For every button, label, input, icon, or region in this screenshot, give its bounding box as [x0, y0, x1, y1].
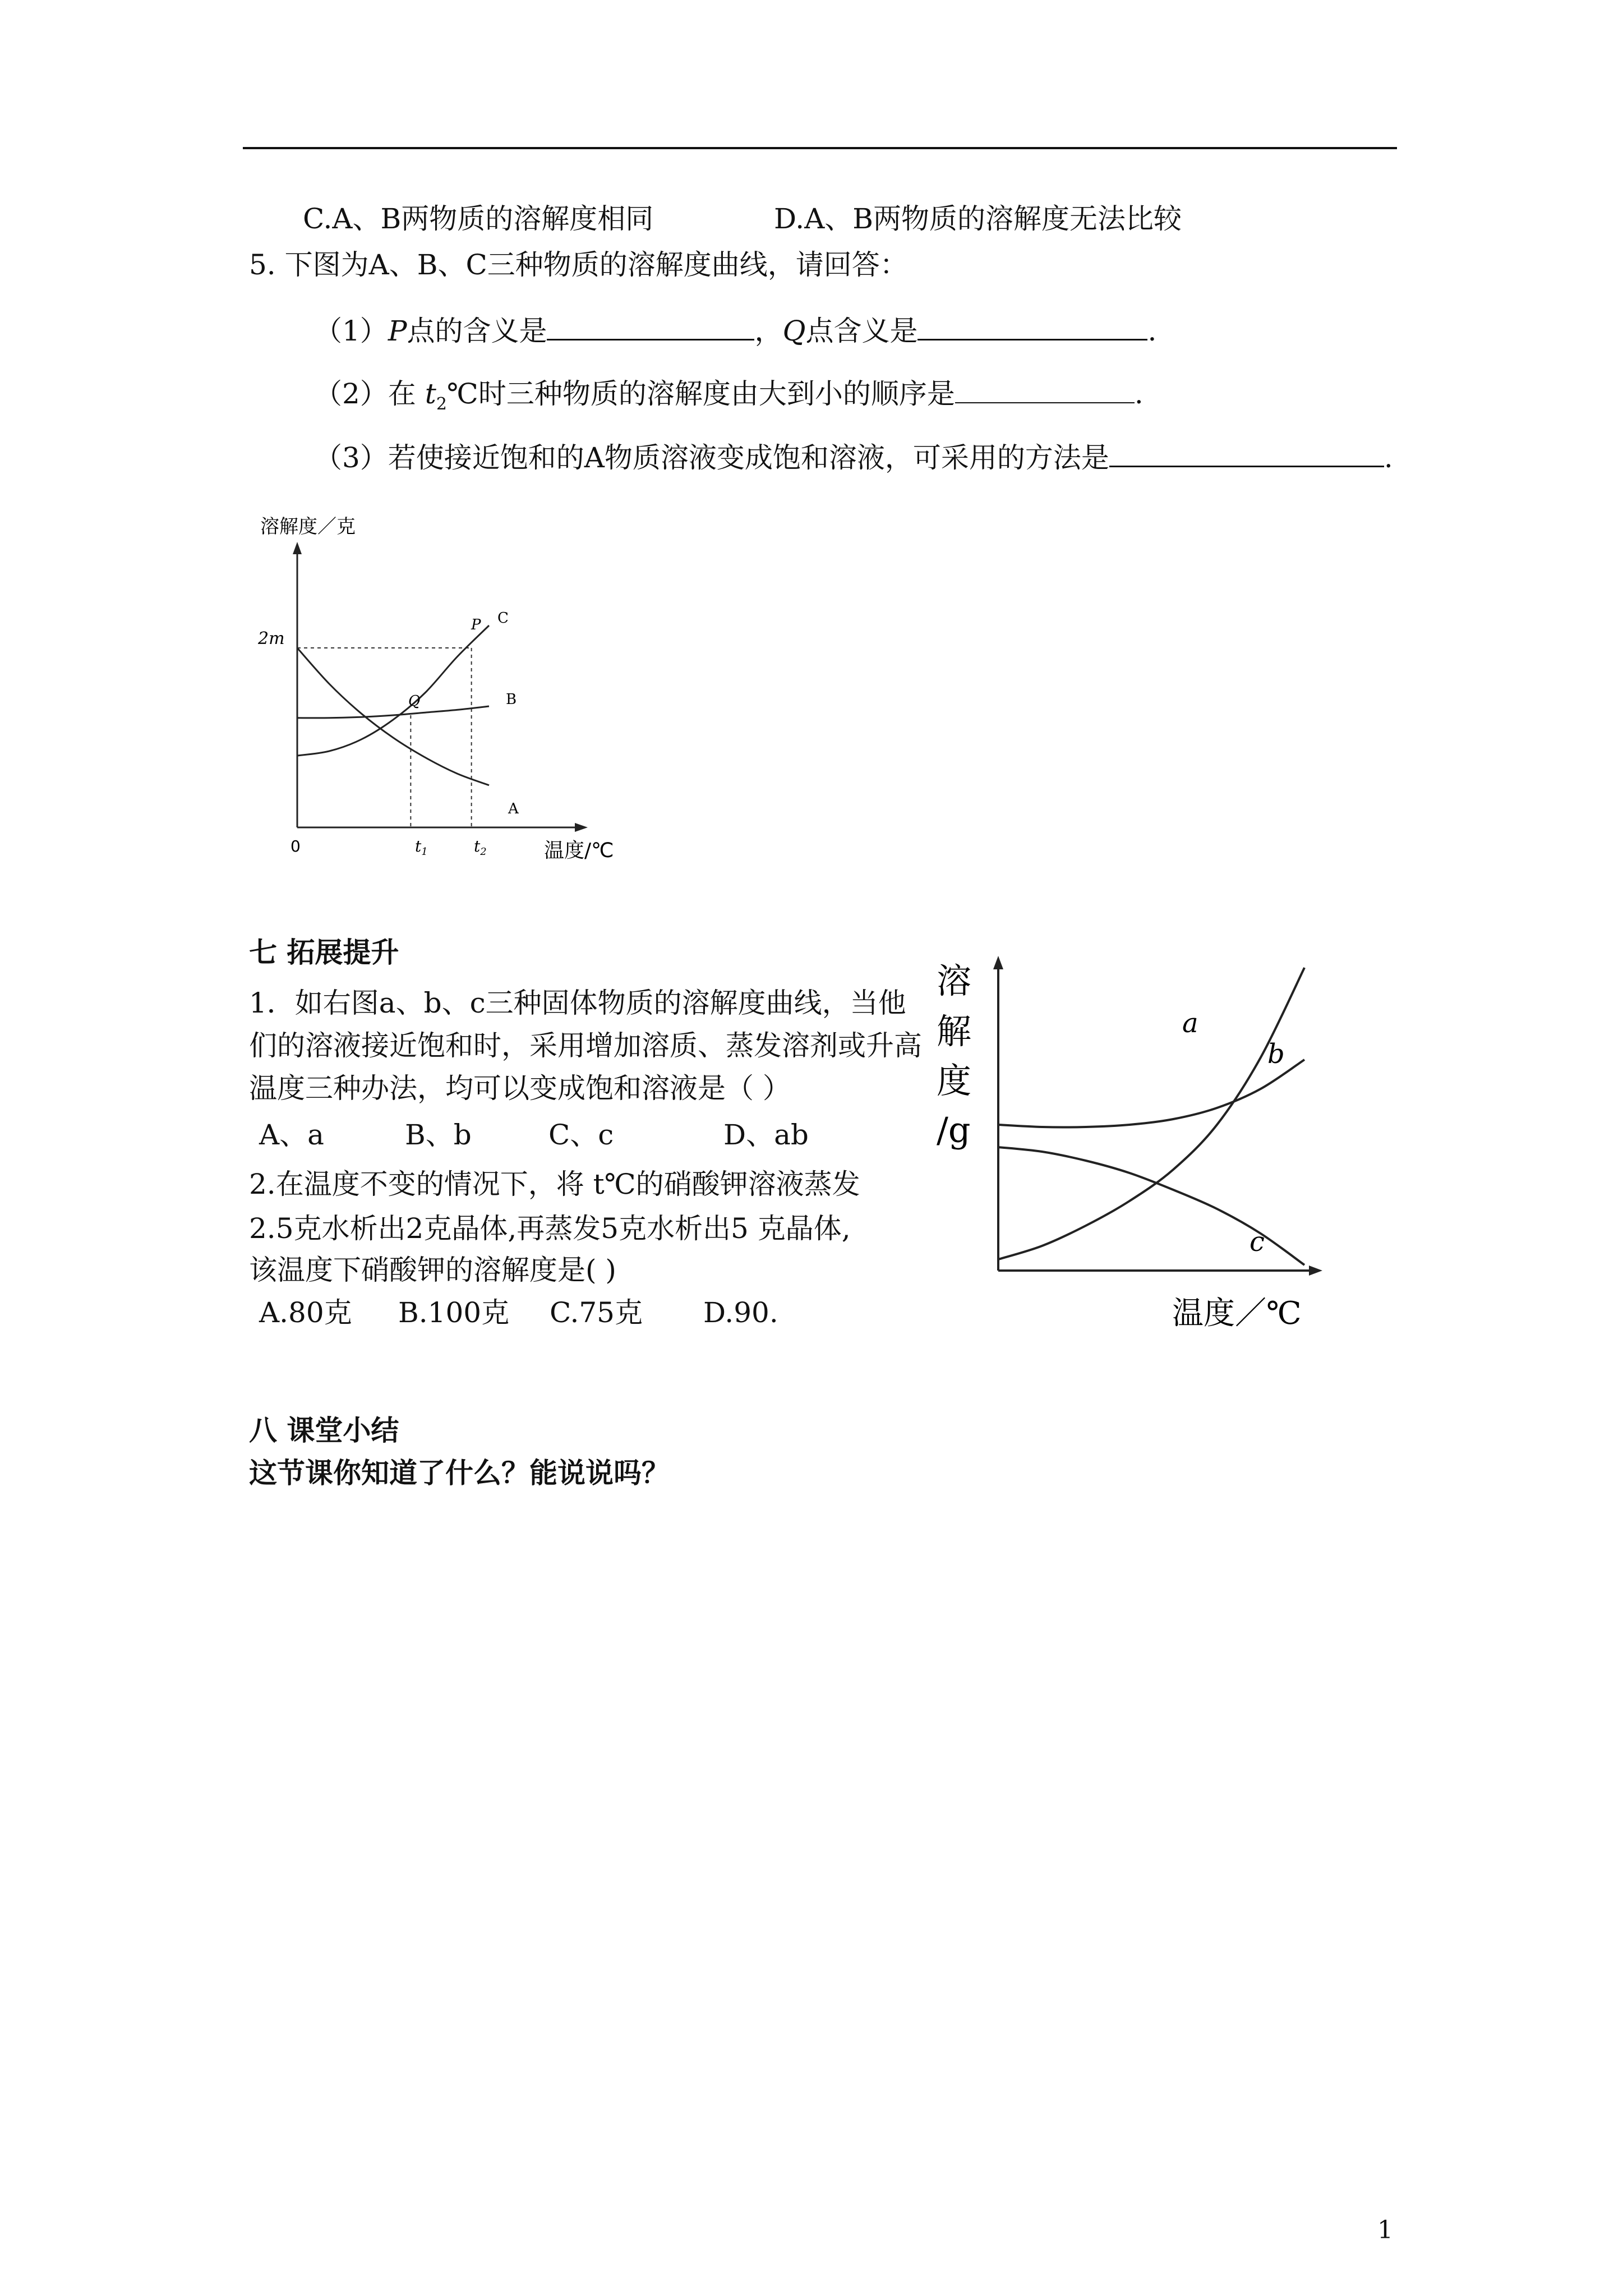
- chart2-curve-b: [998, 1060, 1304, 1128]
- sec7-q2-line2: 2.5克水析出2克晶体,再蒸发5克水析出5 克晶体,: [249, 1212, 851, 1245]
- sec7-q2-line3: 该温度下硝酸钾的溶解度是( ): [249, 1254, 616, 1286]
- sec7-q1-line2: 们的溶液接近饱和时，采用增加溶质、蒸发溶剂或升高: [249, 1029, 922, 1062]
- section-7-title: 七 拓展提升: [249, 936, 399, 969]
- sec7-q1-line3: 温度三种办法，均可以变成饱和溶液是（ ）: [249, 1072, 791, 1105]
- chart1-origin: 0: [291, 837, 301, 855]
- chart1-series-label-c: C: [497, 610, 509, 627]
- chart1-x-arrow: [575, 823, 588, 832]
- chart2-ylabel-char-3: 度: [937, 1060, 972, 1101]
- chart1-x-tick-t1: [415, 837, 428, 858]
- chart1-y-arrow: [293, 542, 302, 554]
- q5-sub2-rest: ℃时三种物质的溶解度由大到小的顺序是: [446, 378, 955, 410]
- q2-option-a[interactable]: A.80克: [259, 1296, 352, 1329]
- q5-sub3-end: .: [1384, 441, 1393, 474]
- chart1-xlabel: 温度/℃: [544, 839, 614, 862]
- q5-sub1-mid2: 点含义是: [805, 315, 918, 347]
- q5-sub1-mid1: 点的含义是: [407, 315, 547, 347]
- chart1-axes: [293, 542, 588, 832]
- chart1-point-q: Q: [408, 693, 421, 710]
- chart1-x-tick-t2-sub: 2: [480, 846, 487, 858]
- q2-option-b[interactable]: B.100克: [398, 1296, 510, 1329]
- chart1-curve-c: [297, 625, 489, 756]
- q2-option-d[interactable]: D.90.: [703, 1296, 778, 1329]
- q1-option-d[interactable]: D、ab: [723, 1119, 809, 1151]
- answer-blank-order[interactable]: [955, 378, 1135, 403]
- chart1-curve-a: [297, 648, 489, 785]
- chart1-series-label-b: B: [506, 691, 517, 708]
- q5-sub3-text: （3）若使接近饱和的A物质溶液变成饱和溶液，可采用的方法是: [314, 441, 1109, 474]
- solubility-chart-abc: [247, 505, 651, 875]
- chart2-y-arrow: [993, 956, 1003, 969]
- chart1-x-tick-t2-letter: t: [474, 837, 481, 855]
- q5-sub1-comma: ，: [754, 315, 783, 347]
- chart2-series-label-c: c: [1249, 1226, 1265, 1258]
- chart1-series: [297, 625, 489, 785]
- chart2-ylabel-char-2: 解: [937, 1011, 972, 1052]
- q5-sub1-prefix: （1）: [314, 315, 388, 347]
- answer-blank-p[interactable]: [547, 314, 754, 341]
- chart1-point-p: P: [471, 616, 481, 633]
- chart1-y-tick-2m: 2m: [258, 629, 285, 648]
- option-c: C.A、B两物质的溶解度相同: [303, 203, 654, 235]
- q5-sub1: [314, 314, 1156, 348]
- chart2-series-label-a: a: [1182, 1007, 1198, 1039]
- q1-option-c[interactable]: C、c: [548, 1119, 614, 1151]
- chart1-ylabel: 溶解度／克: [260, 516, 356, 538]
- sec7-q2-line1: 2.在温度不变的情况下，将 t℃的硝酸钾溶液蒸发: [249, 1168, 860, 1200]
- chart2-curve-a: [998, 968, 1304, 1259]
- option-d: D.A、B两物质的溶解度无法比较: [774, 203, 1182, 235]
- chart1-x-tick-t2: [474, 837, 487, 858]
- chart2-ylabel-char-1: 溶: [937, 960, 972, 1001]
- page-number: 1: [1377, 2216, 1393, 2244]
- chart2-x-arrow: [1309, 1266, 1322, 1276]
- chart2-axes: [993, 956, 1322, 1276]
- q5-stem: 5. 下图为A、B、C三种物质的溶解度曲线，请回答：: [249, 249, 908, 281]
- chart2-series-label-b: b: [1267, 1038, 1285, 1070]
- chart1-guides: [297, 648, 472, 827]
- q5-sub2-t: t: [425, 378, 436, 410]
- section-8-title: 八 课堂小结: [249, 1414, 399, 1447]
- q5-sub2: [314, 377, 1144, 421]
- q1-option-a[interactable]: A、a: [259, 1119, 324, 1151]
- q5-sub2-prefix: （2）在: [314, 378, 425, 410]
- q5-p-letter: P: [388, 315, 407, 347]
- sec7-q1-line1: 1．如右图a、b、c三种固体物质的溶解度曲线，当他: [249, 987, 906, 1019]
- q5-q-letter: Q: [782, 315, 806, 347]
- chart1-curve-b: [297, 706, 489, 718]
- q2-option-c[interactable]: C.75克: [550, 1296, 643, 1329]
- q1-option-b[interactable]: B、b: [405, 1119, 472, 1151]
- chart2-xlabel: 温度／℃: [1172, 1295, 1302, 1332]
- answer-blank-q[interactable]: [917, 314, 1147, 341]
- header-rule: [243, 147, 1397, 149]
- section-8-prompt: 这节课你知道了什么？能说说吗？: [249, 1456, 670, 1489]
- q5-sub1-end: .: [1147, 315, 1157, 347]
- chart1-x-tick-t1-sub: 1: [421, 846, 428, 858]
- chart1-series-label-a: A: [508, 800, 519, 817]
- q5-sub2-subscript: 2: [436, 394, 447, 414]
- answer-blank-method[interactable]: [1109, 441, 1384, 467]
- chart1-x-tick-t1-letter: t: [415, 837, 422, 855]
- solubility-chart-abc-lower: [925, 948, 1329, 1335]
- q5-sub3: [314, 441, 1393, 475]
- chart2-series: [998, 968, 1304, 1265]
- chart2-ylabel-char-4: /g: [937, 1110, 971, 1151]
- q5-sub2-end: .: [1134, 378, 1144, 410]
